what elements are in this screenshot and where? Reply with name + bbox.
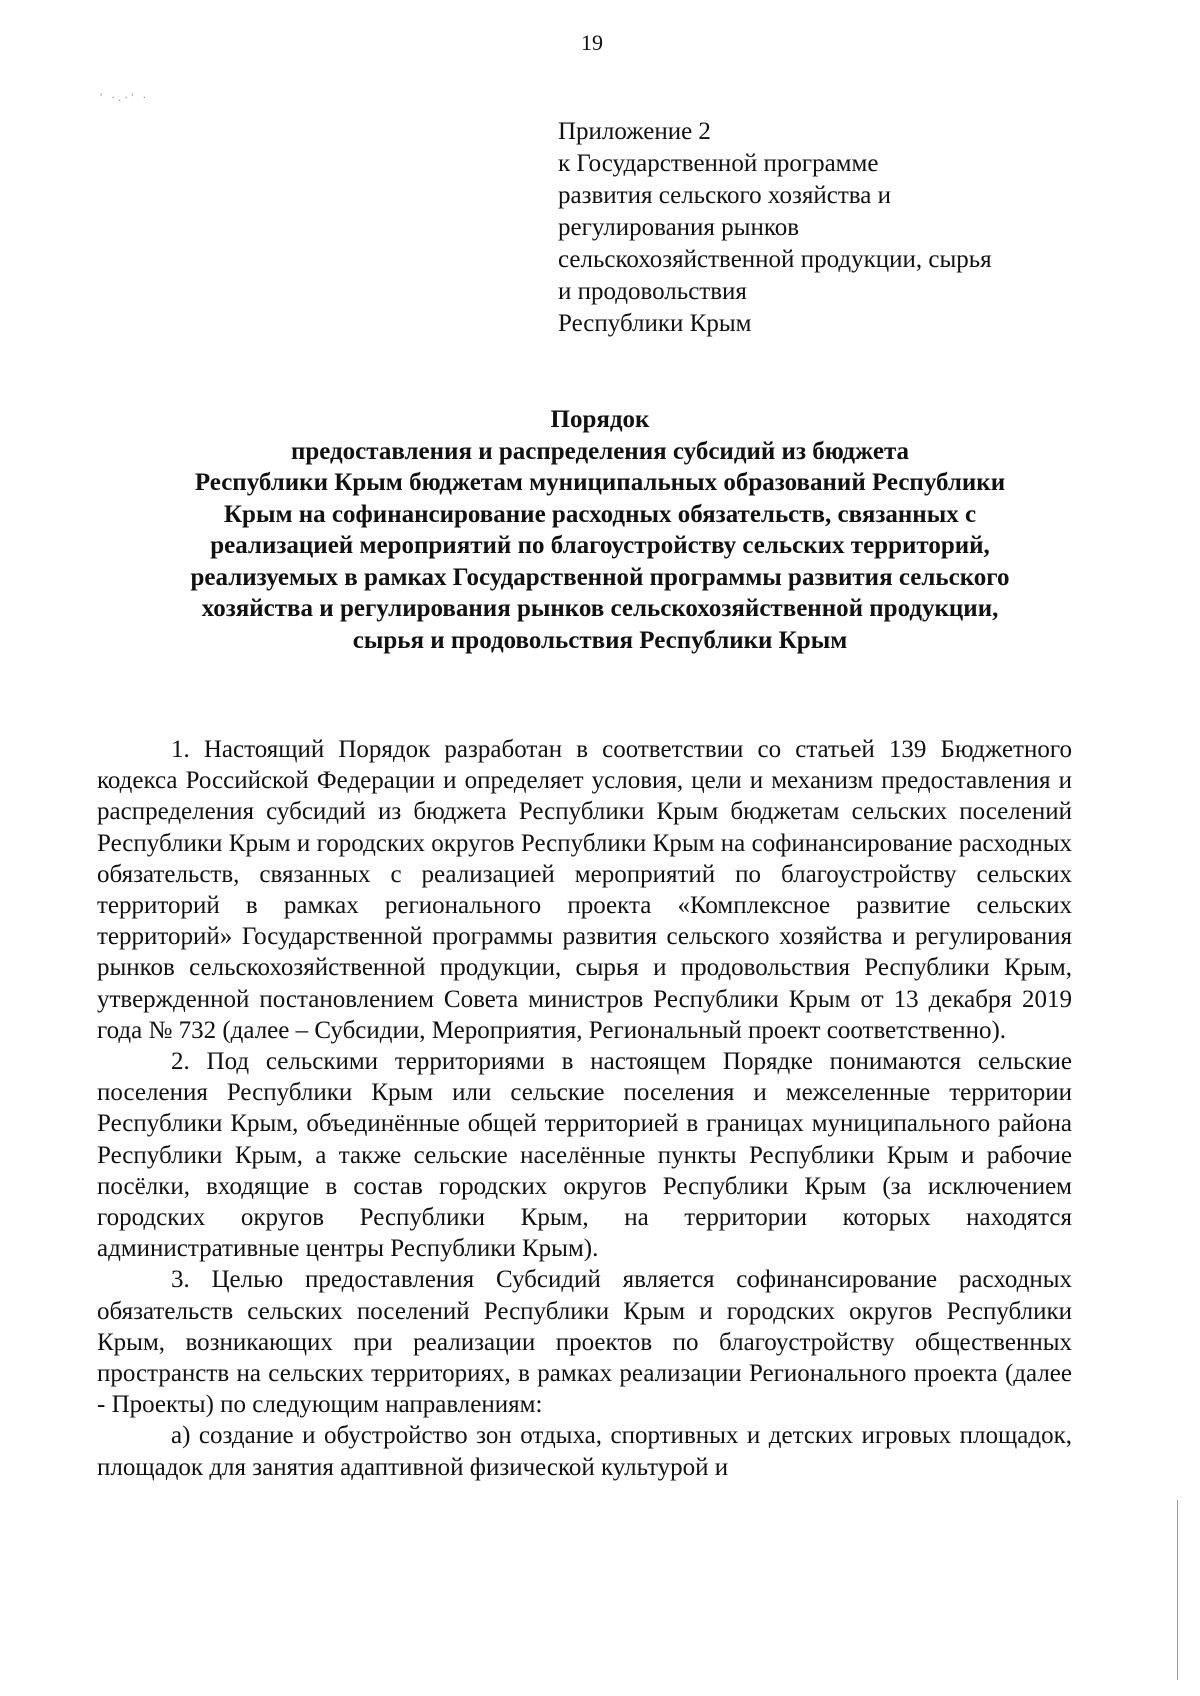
document-body xyxy=(97,734,1072,1483)
title-line: Республики Крым бюджетам муниципальных образований Республики xyxy=(194,469,1006,496)
paragraph-4: а) создание и обустройство зон отдыха, спортивных и детских игровых площадок, площадок для занятия адаптивной физической культурой и xyxy=(97,1422,1072,1481)
appendix-line: к Государственной программе xyxy=(558,150,879,177)
title-line: Порядок xyxy=(550,406,650,433)
appendix-line: Республики Крым xyxy=(558,310,752,337)
appendix-line: и продовольствия xyxy=(558,278,747,305)
page-number: 19 xyxy=(581,30,603,55)
appendix-header xyxy=(558,116,1118,340)
document-title xyxy=(100,404,1100,656)
appendix-line: регулирования рынков xyxy=(558,214,800,241)
paragraph-1: 1. Настоящий Порядок разработан в соответствии со статьей 139 Бюджетного кодекса Российской Федерации и определяет условия, цели и механизм предоставления и распределения субсидий из бюджета Республики Крым бюджетам сельских поселений Республики Крым и городских округов Республики Крым на софинансирование расходных обязательств, связанных с реализацией мероприятий по благоустройству сельских территорий в рамках регионального проекта «Комплексное развитие сельских территорий» Государственной программы развития сельского хозяйства и регулирования рынков сельскохозяйственной продукции, сырья и продовольствия Республики Крым, утвержденной постановлением Совета министров Республики Крым от 13 декабря 2019 года № 732 (далее – Субсидии, Мероприятия, Региональный проект соответственно). xyxy=(97,736,1072,1044)
title-line: Крым на софинансирование расходных обязательств, связанных с xyxy=(223,500,977,528)
scan-margin-line xyxy=(1177,1500,1178,1680)
title-line: реализуемых в рамках Государственной программы развития сельского xyxy=(190,563,1010,591)
scan-specks: ' ·.·' · xyxy=(100,90,150,104)
paragraph-2: 2. Под сельскими территориями в настоящем Порядке понимаются сельские поселения Республики Крым или сельские поселения и межселенные территории Республики Крым, объединённые общей территорией в границах муниципального района Республики Крым, а также сельские населённые пункты Республики Крым и рабочие посёлки, входящие в состав городских округов Республики Крым (за исключением городских округов Республики Крым, на территории которых находятся административные центры Республики Крым). xyxy=(97,1048,1072,1263)
title-line: реализацией мероприятий по благоустройству сельских территорий, xyxy=(210,532,990,559)
title-line: сырья и продовольствия Республики Крым xyxy=(352,626,848,654)
appendix-line: сельскохозяйственной продукции, сырья xyxy=(558,246,992,273)
appendix-line: развития сельского хозяйства и xyxy=(558,182,891,209)
title-line: хозяйства и регулирования рынков сельскохозяйственной продукции, xyxy=(201,595,999,622)
title-line: предоставления и распределения субсидий из бюджета xyxy=(290,437,910,465)
appendix-line: Приложение 2 xyxy=(558,118,711,145)
paragraph-3: 3. Целью предоставления Субсидий является софинансирование расходных обязательств сельских поселений Республики Крым и городских округов Республики Крым, возникающих при реализации проектов по благоустройству общественных пространств на сельских территориях, в рамках реализации Регионального проекта (далее - Проекты) по следующим направлениям: xyxy=(97,1266,1072,1419)
